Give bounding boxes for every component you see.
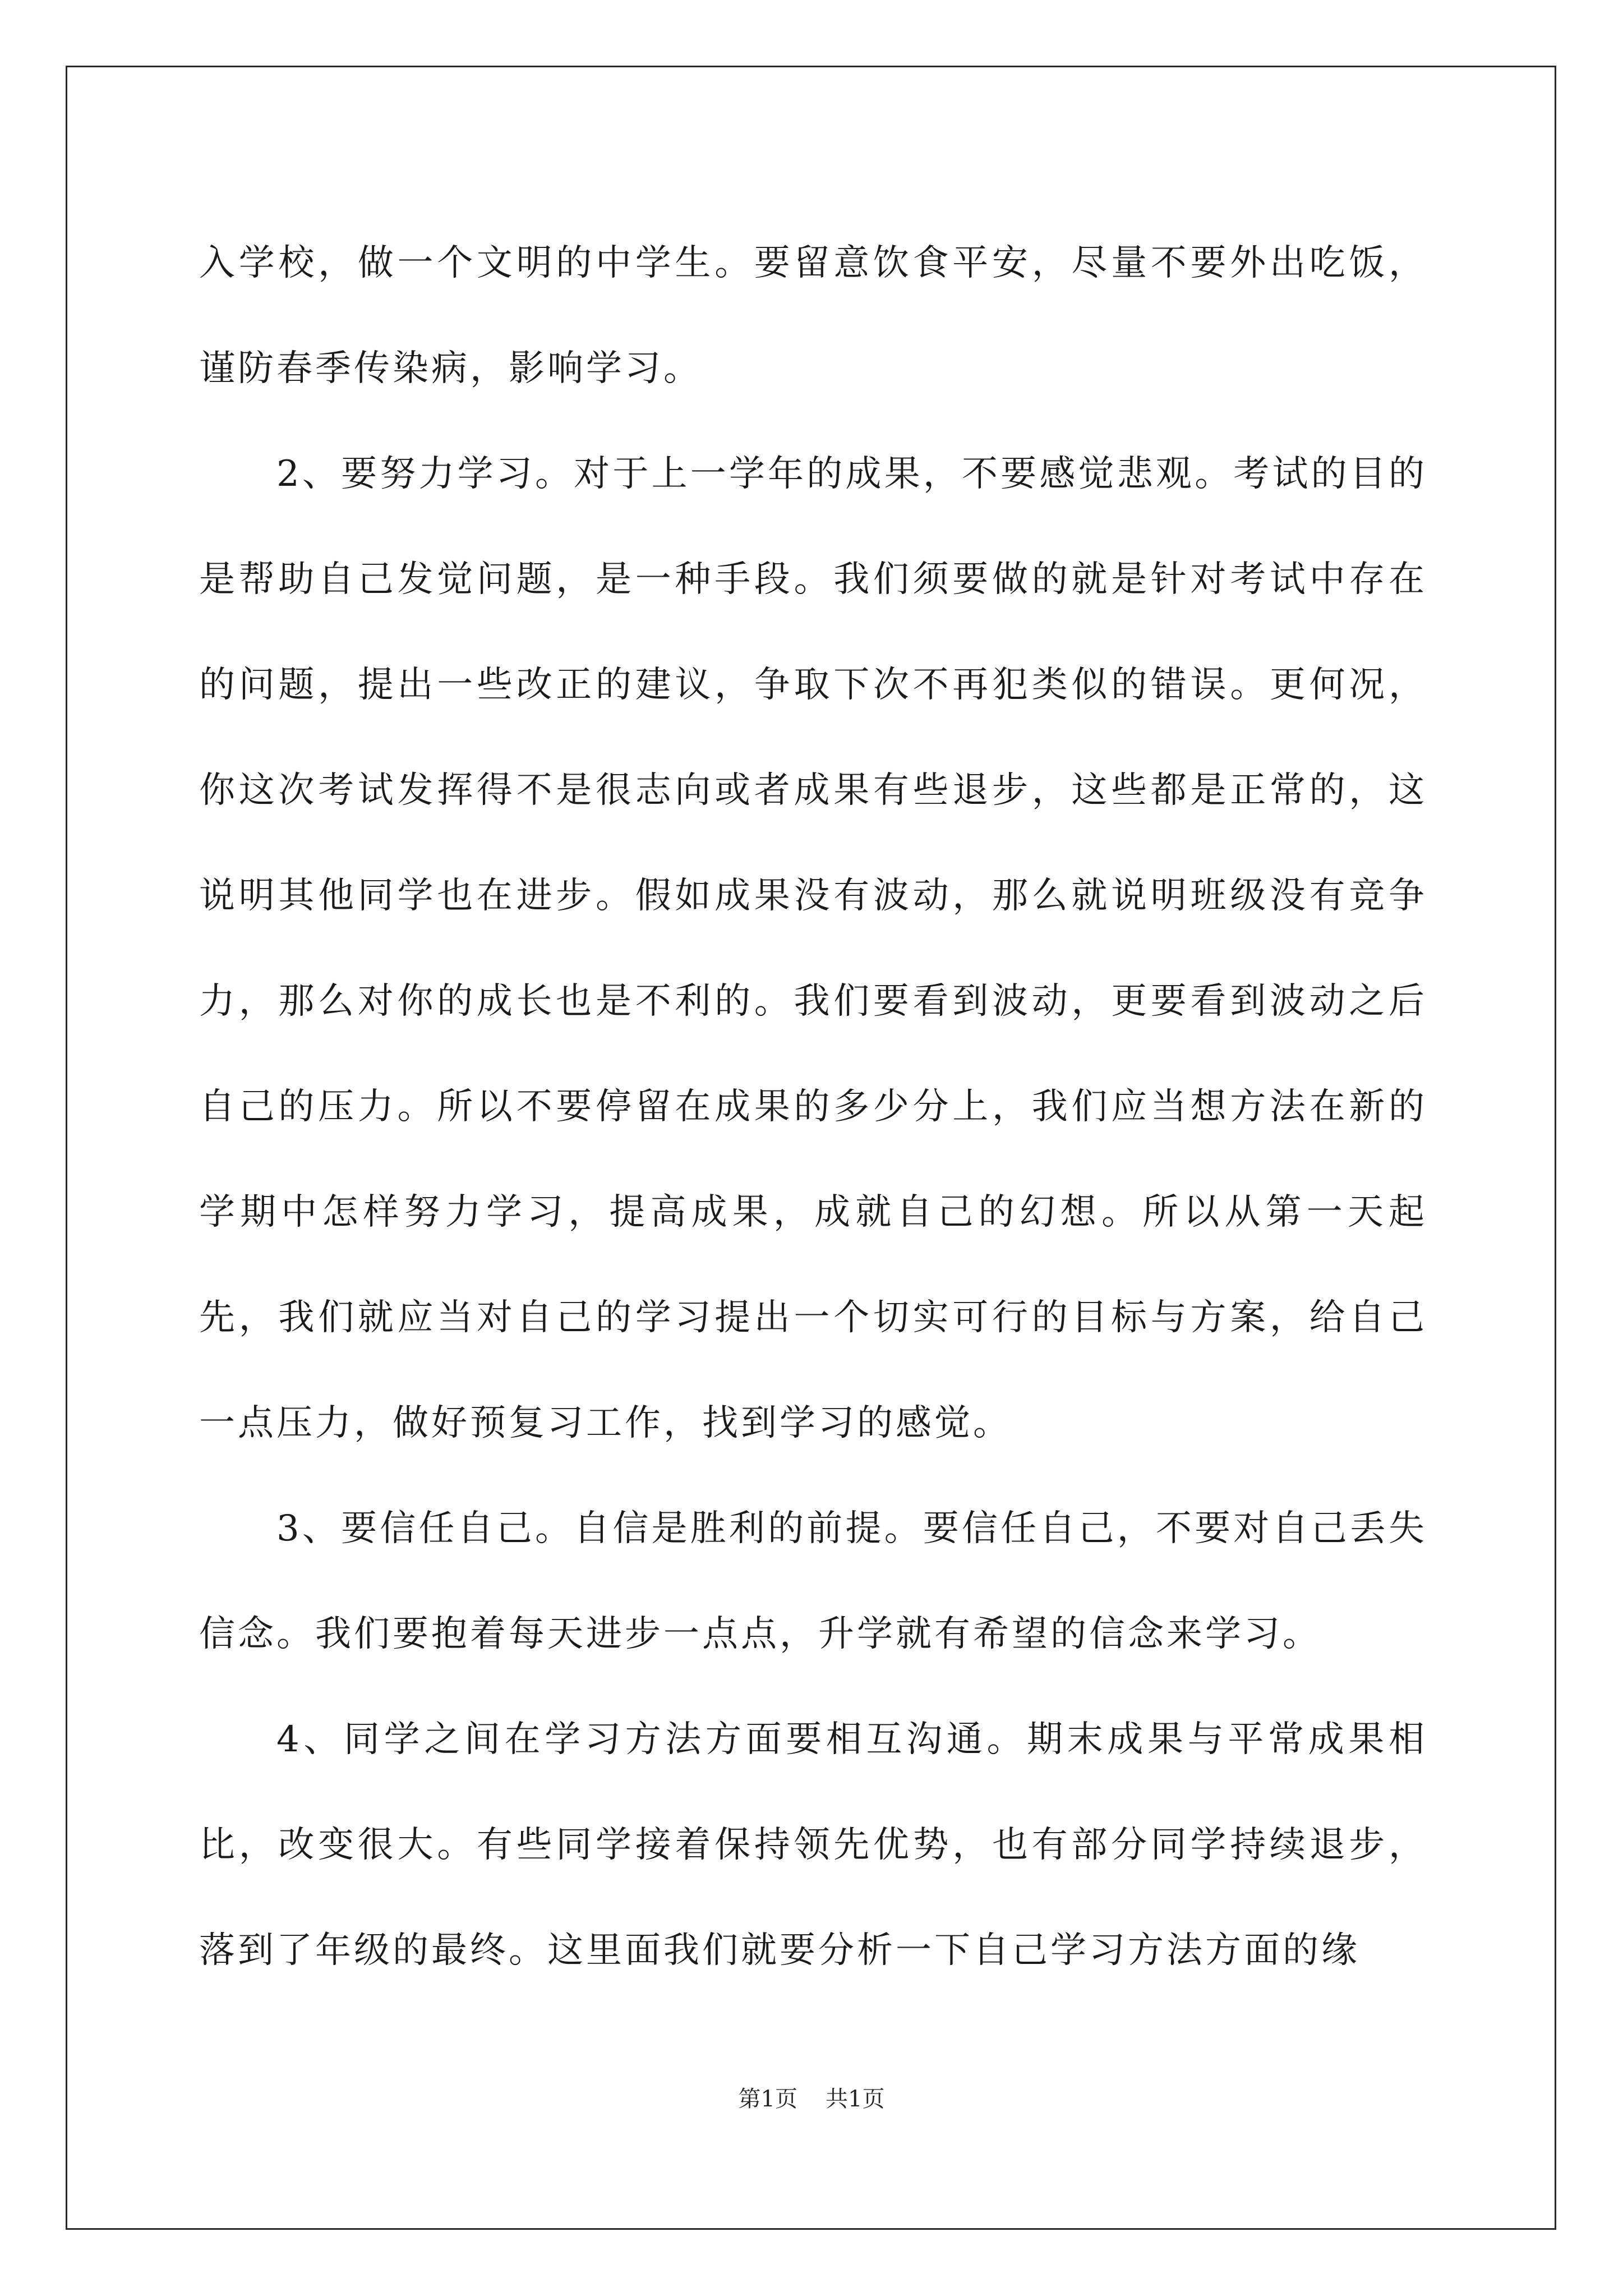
page-total: 共1页 <box>826 2086 885 2112</box>
paragraph-4: 4、同学之间在学习方法方面要相互沟通。期末成果与平常成果相比，改变很大。有些同学接着保持领先优势，也有部分同学持续退步，落到了年级的最终。这里面我们就要分析一下自己学习方法方面的缘 <box>199 1719 1427 1971</box>
document-body <box>199 210 1427 2003</box>
page-number: 第1页 <box>738 2086 797 2112</box>
page-footer <box>0 2081 1623 2113</box>
paragraph-1: 入学校，做一个文明的中学生。要留意饮食平安，尽量不要外出吃饭，谨防春季传染病，影响学习。 <box>199 242 1427 389</box>
paragraph-3: 3、要信任自己。自信是胜利的前提。要信任自己，不要对自己丢失信念。我们要抱着每天进步一点点，升学就有希望的信念来学习。 <box>199 1508 1427 1655</box>
paragraph-2: 2、要努力学习。对于上一学年的成果，不要感觉悲观。考试的目的是帮助自己发觉问题，是一种手段。我们须要做的就是针对考试中存在的问题，提出一些改正的建议，争取下次不再犯类似的错误。更何况，你这次考试发挥得不是很志向或者成果有些退步，这些都是正常的，这说明其他同学也在进步。假如成果没有波动，那么就说明班级没有竞争力，那么对你的成长也是不利的。我们要看到波动，更要看到波动之后自己的压力。所以不要停留在成果的多少分上，我们应当想方法在新的学期中怎样努力学习，提高成果，成就自己的幻想。所以从第一天起先，我们就应当对自己的学习提出一个切实可行的目标与方案，给自己一点压力，做好预复习工作，找到学习的感觉。 <box>199 453 1427 1444</box>
